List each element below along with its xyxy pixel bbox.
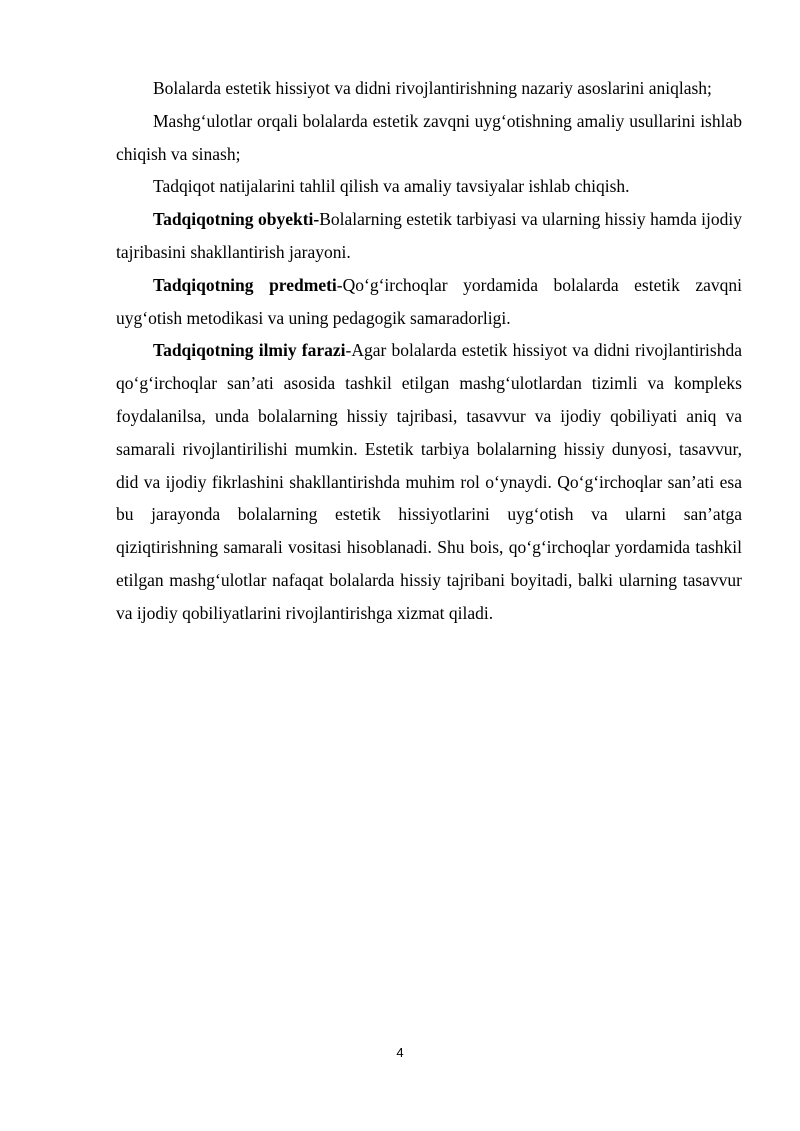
task-paragraph-3 (116, 170, 742, 203)
research-subject-paragraph (116, 269, 742, 335)
task-paragraph-2 (116, 105, 742, 171)
research-object-text: Bolalarning estetik tarbiyasi va ularning hissiy hamda ijodiy tajribasini shakllantirish jarayoni. (116, 209, 742, 262)
task-paragraph-1 (116, 72, 742, 105)
hypothesis-heading: Tadqiqotning ilmiy farazi (153, 340, 346, 361)
page-body (116, 72, 742, 630)
task-text-2: Mashg‘ulotlar orqali bolalarda estetik zavqni uyg‘otishning amaliy usullarini ishlab chiqish va sinash; (116, 110, 742, 164)
page-number: 4 (396, 1045, 404, 1060)
research-subject-text: -Qo‘g‘irchoqlar yordamida bolalarda estetik zavqni uyg‘otish metodikasi va uning pedagogik samaradorligi. (116, 274, 742, 328)
research-object-heading: Tadqiqotning obyekti- (153, 209, 320, 230)
research-subject-heading: Tadqiqotning predmeti (153, 274, 337, 295)
hypothesis-paragraph (116, 334, 742, 629)
research-object-paragraph (116, 203, 742, 269)
task-text-3: Tadqiqot natijalarini tahlil qilish va amaliy tavsiyalar ishlab chiqish. (153, 176, 630, 197)
hypothesis-text: -Agar bolalarda estetik hissiyot va didni rivojlantirishda qo‘g‘irchoqlar san’ati asosida tashkil etilgan mashg‘ulotlardan tizimli va kompleks foydalanilsa, unda bolalarning hissiy tajribasi, tasavvur va ijodiy qobiliyati aniq va samarali rivojlantirilishi mumkin. Estetik tarbiya bolalarning hissiy dunyosi, tasavvur, did va ijodiy fikrlashini shakllantirishda muhim rol o‘ynaydi. Qo‘g‘irchoqlar san’ati esa bu jarayonda bolalarning estetik hissiyotlarini uyg‘otish va ularni san’atga qiziqtirishning samarali vositasi hisoblanadi. Shu bois, qo‘g‘irchoqlar yordamida tashkil etilgan mashg‘ulotlar nafaqat bolalarda hissiy tajribani boyitadi, balki ularning tasavvur va ijodiy qobiliyatlarini rivojlantirishga xizmat qiladi. (116, 340, 743, 623)
task-text-1: Bolalarda estetik hissiyot va didni rivojlantirishning nazariy asoslarini aniqlash; (153, 78, 712, 98)
